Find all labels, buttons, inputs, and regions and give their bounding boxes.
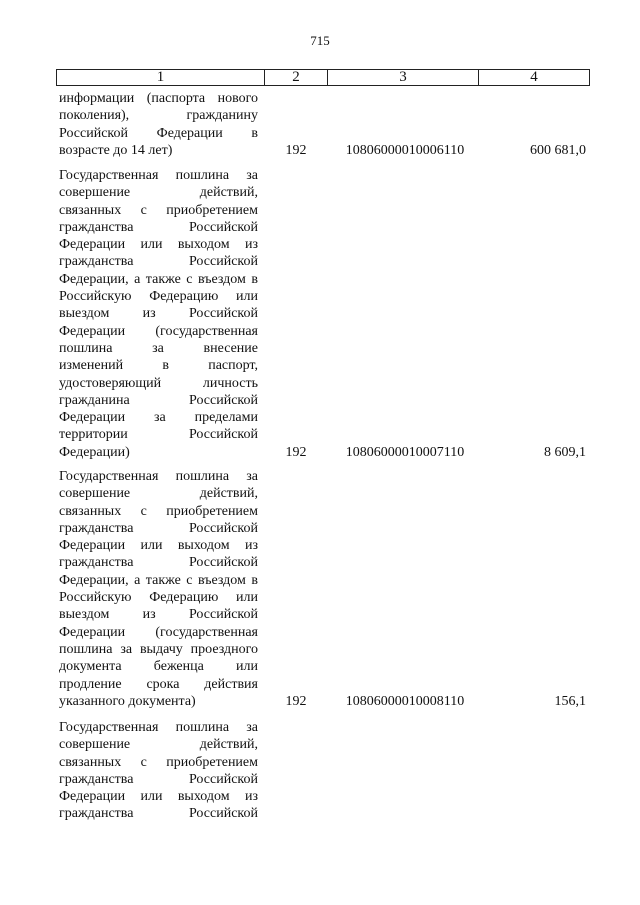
description-line: связанных с приобретением (59, 202, 258, 218)
column-header-4: 4 (530, 69, 538, 85)
description-line: документа беженца или (59, 659, 258, 675)
description-line: информации (паспорта нового (59, 91, 258, 106)
description-line: выездом из Российской (59, 607, 258, 623)
description-line: Государственная пошлина за (59, 168, 258, 183)
description-line: Федерации или выходом из (59, 538, 258, 554)
description-line: связанных с приобретением (59, 503, 258, 519)
description-line: продление срока действия (59, 676, 258, 692)
description-line: поколения), гражданину (59, 108, 258, 124)
row-description (59, 719, 258, 823)
description-line: возрасте до 14 лет) (59, 142, 173, 158)
row-description (59, 167, 258, 461)
page-number: 715 (310, 33, 330, 48)
description-line: пошлина за внесение (59, 340, 258, 356)
description-line: гражданства Российской (59, 520, 258, 536)
amount: 156,1 (554, 693, 586, 709)
description-line: Российской Федерации в (59, 125, 258, 141)
table-header (56, 69, 590, 86)
description-line: Российскую Федерацию или (59, 590, 258, 606)
admin-code: 192 (285, 693, 307, 709)
description-line: Российскую Федерацию или (59, 289, 258, 305)
description-line: гражданина Российской (59, 392, 258, 408)
description-line: связанных с приобретением (59, 754, 258, 770)
description-line: пошлина за выдачу проездного (59, 641, 258, 657)
description-line: территории Российской (59, 427, 258, 443)
description-line: Государственная пошлина за (59, 720, 258, 735)
row-description (59, 468, 258, 710)
description-line: изменений в паспорт, (59, 358, 258, 374)
description-line: Федерации или выходом из (59, 789, 258, 805)
description-line: Федерации (государственная (59, 323, 258, 339)
amount: 600 681,0 (530, 142, 586, 158)
description-line: совершение действий, (59, 486, 258, 502)
description-line: совершение действий, (59, 185, 258, 201)
description-line: Федерации, а также с въездом в (59, 572, 258, 588)
description-line: Государственная пошлина за (59, 469, 258, 484)
description-line: указанного документа) (59, 693, 196, 709)
description-line: гражданства Российской (59, 555, 258, 571)
amount: 8 609,1 (544, 444, 586, 460)
description-line: Федерации или выходом из (59, 237, 258, 253)
description-line: Федерации) (59, 444, 130, 460)
description-line: гражданства Российской (59, 219, 258, 235)
description-line: Федерации (государственная (59, 624, 258, 640)
description-line: выездом из Российской (59, 306, 258, 322)
column-header-3: 3 (328, 70, 479, 85)
description-line: Федерации, а также с въездом в (59, 271, 258, 287)
admin-code: 192 (285, 444, 307, 460)
description-line: Федерации за пределами (59, 410, 258, 426)
description-line: гражданства Российской (59, 771, 258, 787)
description-line: совершение действий, (59, 737, 258, 753)
description-line: гражданства Российской (59, 806, 258, 822)
budget-classification-code: 10806000010007110 (345, 444, 465, 460)
budget-classification-code: 10806000010006110 (345, 142, 465, 158)
admin-code: 192 (285, 142, 307, 158)
column-header-2: 2 (265, 70, 328, 85)
budget-classification-code: 10806000010008110 (345, 693, 465, 709)
row-description (59, 90, 258, 159)
description-line: гражданства Российской (59, 254, 258, 270)
description-line: удостоверяющий личность (59, 375, 258, 391)
column-header-1: 1 (57, 70, 265, 85)
